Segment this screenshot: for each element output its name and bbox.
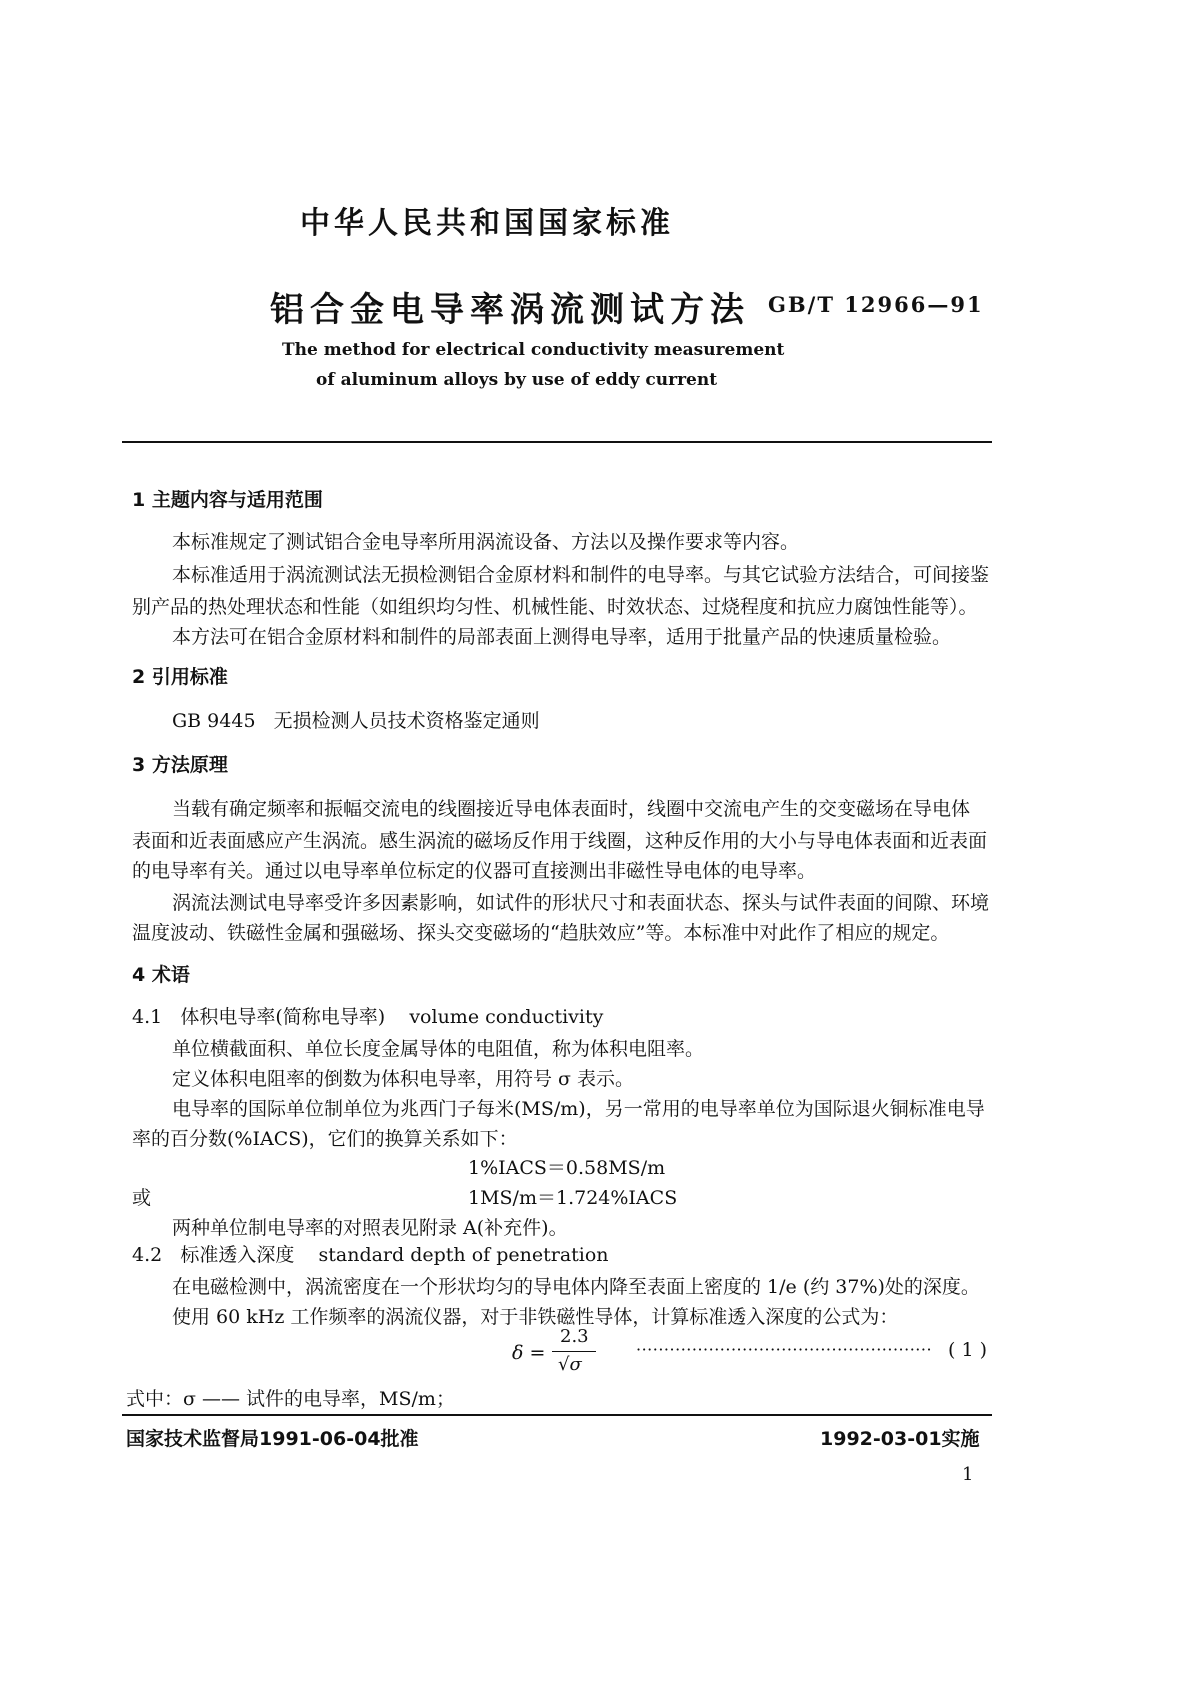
term-4-1-line-2: 定义体积电阻率的倒数为体积电导率，用符号 σ 表示。 xyxy=(172,1068,635,1090)
section-2-heading: 2 引用标准 xyxy=(132,666,228,688)
section-3-paragraph-1-line-3: 的电导率有关。通过以电导率单位标定的仪器可直接测出非磁性导电体的电导率。 xyxy=(132,860,817,882)
section-3-paragraph-2-line-1: 涡流法测试电导率受许多因素影响，如试件的形状尺寸和表面状态、探头与试件表面的间隙、环境 xyxy=(172,892,990,914)
section-3-paragraph-2-line-2: 温度波动、铁磁性金属和强磁场、探头交变磁场的“趋肤效应”等。本标准中对此作了相应的规定。 xyxy=(132,922,950,944)
document-title-en-line1: The method for electrical conductivity measurement xyxy=(282,340,785,360)
formula-leader-dots: ····················································· xyxy=(636,1340,933,1359)
term-4-2-heading: 4.2 标准透入深度 standard depth of penetration xyxy=(132,1244,609,1266)
section-3-paragraph-1-line-2: 表面和近表面感应产生涡流。感生涡流的磁场反作用于线圈，这种反作用的大小与导电体表面和近表面 xyxy=(132,830,988,852)
formula-fraction-bar xyxy=(552,1351,596,1352)
formula-where-line: 式中：σ —— 试件的电导率，MS/m； xyxy=(126,1388,455,1410)
section-3-paragraph-1-line-1: 当载有确定频率和振幅交流电的线圈接近导电体表面时，线圈中交流电产生的交变磁场在导电体 xyxy=(172,798,971,820)
page-number: 1 xyxy=(962,1464,974,1485)
section-3-heading: 3 方法原理 xyxy=(132,754,228,776)
term-4-2-line-1: 在电磁检测中，涡流密度在一个形状均匀的导电体内降至表面上密度的 1/e (约 37%)处的深度。 xyxy=(172,1276,980,1298)
term-4-1-line-1: 单位横截面积、单位长度金属导体的电阻值，称为体积电阻率。 xyxy=(172,1038,705,1060)
term-4-1-line-4: 两种单位制电导率的对照表见附录 A(补充件)。 xyxy=(172,1217,568,1239)
term-4-1-line-3b: 率的百分数(%IACS)，它们的换算关系如下： xyxy=(132,1128,518,1150)
formula-lhs: δ = xyxy=(512,1342,546,1364)
formula-denominator: √σ xyxy=(558,1354,582,1375)
section-1-paragraph-2-line-1: 本标准适用于涡流测试法无损检测铝合金原材料和制件的电导率。与其它试验方法结合，可间接鉴 xyxy=(172,564,990,586)
or-word: 或 xyxy=(132,1187,152,1209)
formula-number: ( 1 ) xyxy=(948,1339,987,1361)
standard-code: GB/T 12966—91 xyxy=(768,292,984,317)
section-4-heading: 4 术语 xyxy=(132,964,190,986)
document-title-en-line2: of aluminum alloys by use of eddy current xyxy=(316,370,718,390)
conversion-equation-1: 1%IACS＝0.58MS/m xyxy=(468,1157,666,1179)
section-1-paragraph-2-line-2: 别产品的热处理状态和性能（如组织均匀性、机械性能、时效状态、过烧程度和抗应力腐蚀性能等）。 xyxy=(132,596,978,618)
header-divider xyxy=(122,441,992,443)
approval-date: 国家技术监督局1991-06-04批准 xyxy=(126,1428,419,1450)
section-1-paragraph-1: 本标准规定了测试铝合金电导率所用涡流设备、方法以及操作要求等内容。 xyxy=(172,531,800,553)
implementation-date: 1992-03-01实施 xyxy=(820,1428,980,1450)
section-1-heading: 1 主题内容与适用范围 xyxy=(132,489,323,511)
conversion-equation-2: 1MS/m＝1.724%IACS xyxy=(468,1187,678,1209)
term-4-1-heading: 4.1 体积电导率(简称电导率) volume conductivity xyxy=(132,1006,604,1028)
term-4-2-line-2: 使用 60 kHz 工作频率的涡流仪器，对于非铁磁性导体，计算标准透入深度的公式为： xyxy=(172,1306,899,1328)
section-2-reference: GB 9445 无损检测人员技术资格鉴定通则 xyxy=(172,710,540,732)
section-1-paragraph-3: 本方法可在铝合金原材料和制件的局部表面上测得电导率，适用于批量产品的快速质量检验。 xyxy=(172,626,952,648)
footer-divider xyxy=(122,1414,992,1416)
term-4-1-line-3a: 电导率的国际单位制单位为兆西门子每米(MS/m)，另一常用的电导率单位为国际退火铜标准电导 xyxy=(172,1098,985,1120)
document-title-zh: 铝合金电导率涡流测试方法 xyxy=(270,290,750,330)
national-standard-heading: 中华人民共和国国家标准 xyxy=(300,206,674,241)
formula-numerator: 2.3 xyxy=(560,1326,589,1347)
